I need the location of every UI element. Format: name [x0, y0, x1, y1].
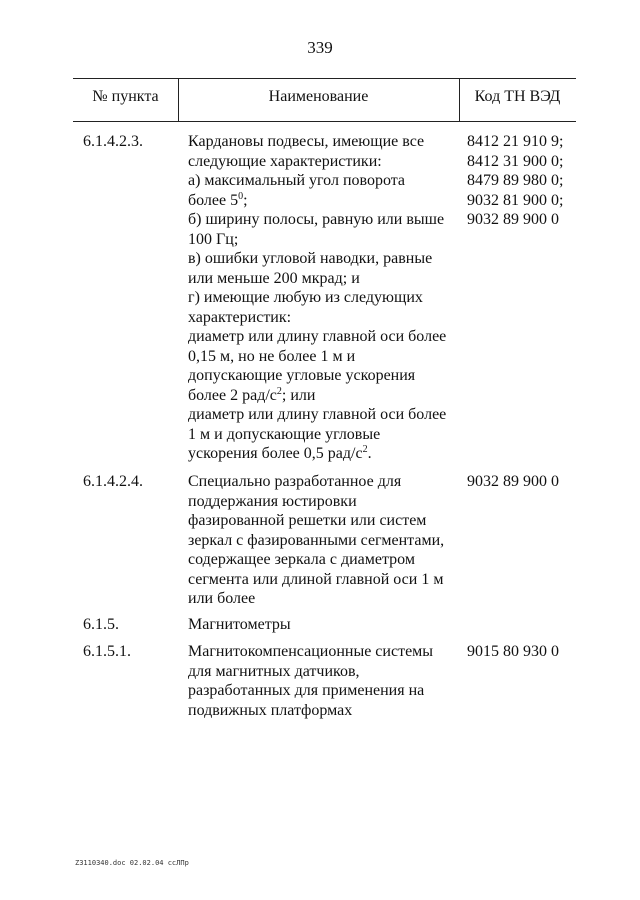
name-line: для магнитных датчиков,: [188, 662, 360, 680]
name-line: 0,15 м, но не более 1 м и: [188, 347, 356, 365]
name-line: [188, 191, 460, 211]
code-line: 9032 89 900 0: [467, 473, 559, 490]
name-line: содержащее зеркала с диаметром: [188, 551, 415, 568]
name-line-text: ускорения более 0,5 рад/с: [188, 445, 363, 462]
row-2-name: [188, 472, 460, 609]
name-line: зеркал с фазированными сегментами,: [188, 531, 445, 549]
row-1-codes: [467, 132, 577, 230]
header-name: Наименование: [268, 88, 369, 105]
name-line: или более: [188, 590, 256, 607]
name-line: Магнитокомпенсационные системы: [188, 643, 434, 660]
page-number: 339: [307, 38, 333, 57]
name-line: диаметр или длину главной оси более: [188, 328, 447, 345]
code-line: 9032 89 900 0: [467, 211, 559, 228]
row-4-codes: [467, 642, 577, 662]
punctuation: .: [367, 445, 372, 462]
header-item-number: № пункта: [92, 88, 159, 105]
name-line: подвижных платформах: [188, 701, 353, 719]
code-line: 9015 80 930 0: [467, 643, 559, 660]
row-1-item: 6.1.4.2.3.: [83, 133, 143, 150]
name-line: Специально разработанное для: [188, 473, 402, 490]
code-line: 9032 81 900 0;: [467, 191, 564, 209]
name-line: в) ошибки угловой наводки, равные: [188, 250, 433, 267]
superscript-two: 2: [362, 444, 368, 455]
name-line: 1 м и допускающие угловые: [188, 425, 381, 443]
name-line: Магнитометры: [188, 616, 291, 633]
code-line: 8412 31 900 0;: [467, 152, 564, 170]
name-line: разработанных для применения на: [188, 682, 425, 699]
name-line: характеристик:: [188, 308, 292, 326]
name-line: а) максимальный угол поворота: [188, 172, 406, 189]
row-4-item: 6.1.5.1.: [83, 643, 131, 660]
row-2-codes: [467, 472, 577, 492]
name-line: диаметр или длину главной оси более: [188, 406, 447, 423]
code-line: 8479 89 980 0;: [467, 172, 564, 189]
name-line: [188, 386, 460, 406]
header-code: Код ТН ВЭД: [474, 88, 561, 105]
row-2-item: 6.1.4.2.4.: [83, 473, 143, 490]
name-line-text: более 5: [188, 191, 239, 209]
row-3-name: [188, 615, 460, 635]
document-footer: Z3110340.doc 02.02.04 ссЛПр: [75, 859, 189, 867]
name-line: или меньше 200 мкрад; и: [188, 269, 360, 287]
name-line: поддержания юстировки: [188, 492, 357, 510]
row-3-item: 6.1.5.: [83, 616, 119, 633]
name-line: следующие характеристики:: [188, 152, 382, 170]
name-line: [188, 444, 460, 464]
name-line: фазированной решетки или систем: [188, 512, 427, 529]
table-top-rule: [73, 78, 576, 79]
name-line: 100 Гц;: [188, 230, 239, 248]
name-line: допускающие угловые ускорения: [188, 367, 416, 384]
name-line: б) ширину полосы, равную или выше: [188, 211, 445, 228]
code-line: 8412 21 910 9;: [467, 133, 564, 150]
superscript-two: 2: [276, 385, 282, 397]
punctuation: ; или: [281, 386, 316, 404]
row-4-name: [188, 642, 460, 720]
row-1-name: [188, 132, 460, 464]
punctuation: ;: [243, 191, 248, 209]
name-line: г) имеющие любую из следующих: [188, 289, 423, 306]
table-header-rule: [73, 121, 576, 122]
name-line-text: более 2 рад/с: [188, 386, 277, 404]
superscript-degree: 0: [238, 190, 244, 202]
name-line: Кардановы подвесы, имеющие все: [188, 133, 425, 150]
name-line: сегмента или длиной главной оси 1 м: [188, 570, 444, 588]
